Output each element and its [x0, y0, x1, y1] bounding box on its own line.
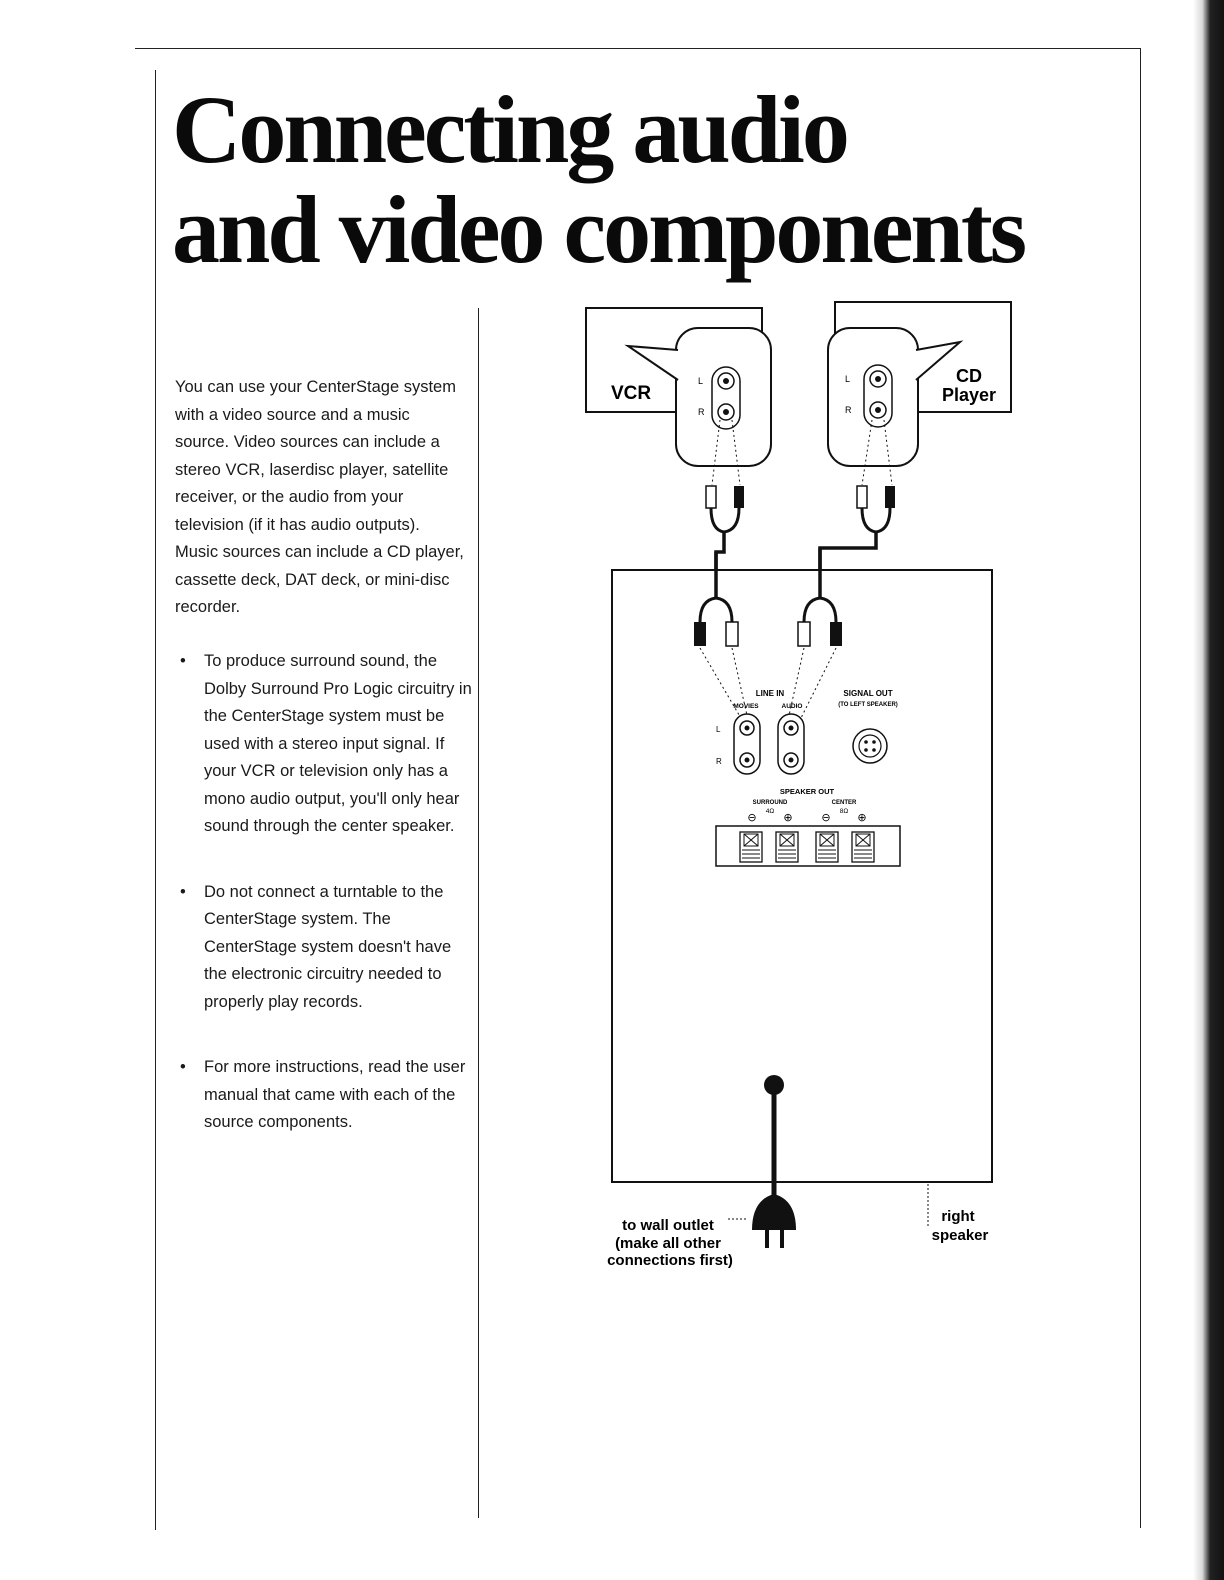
- plug-icon: [752, 1194, 796, 1230]
- vcr-jack-left-label: L: [698, 376, 704, 386]
- speaker-terminal-2: [776, 832, 798, 862]
- page-title-line-1: Connecting audio: [172, 76, 847, 183]
- vcr-jack-right-label: R: [698, 407, 705, 417]
- cd-label-line-2: Player: [941, 385, 997, 405]
- surround-plus: ⊕: [783, 812, 793, 824]
- wall-outlet-line-2: (make all other: [615, 1235, 721, 1252]
- bullet-item-instructions: • For more instructions, read the user manual that came with each of the source components.: [178, 1054, 478, 1137]
- intro-paragraph: You can use your CenterStage system with a video source and a music source. Video sources can include a stereo VCR, laserdisc player, satellite receiver, or the audio from your television (if it has audio outputs). Music sources can include a CD player, cassette deck, DAT deck, or mini-disc recorder.: [175, 378, 464, 616]
- center-ohm-label: 8Ω: [839, 808, 849, 815]
- speaker-terminal-4: [852, 832, 874, 862]
- wall-outlet-line-3: connections first): [607, 1252, 733, 1269]
- page-title-line-2: and video components: [172, 176, 1025, 283]
- cd-player-component: [828, 302, 1011, 466]
- bullet-item-turntable: • Do not connect a turntable to the CenterStage system. The CenterStage system doesn't have the electronic circuitry needed to properly play records.: [178, 879, 478, 1017]
- line-in-label: LINE IN: [755, 689, 785, 698]
- audio-label: AUDIO: [781, 703, 803, 710]
- vcr-component: [586, 308, 771, 466]
- speaker-terminal-3: [816, 832, 838, 862]
- line-in-left-label: L: [716, 725, 721, 734]
- signal-out-label: SIGNAL OUT: [843, 689, 893, 698]
- wall-outlet-line-1: to wall outlet: [622, 1217, 714, 1234]
- center-label: CENTER: [831, 800, 857, 806]
- cd-label-line-1: CD: [956, 366, 982, 386]
- right-speaker-line-2: speaker: [931, 1227, 989, 1244]
- cd-jack-left-label: L: [845, 374, 851, 384]
- signal-out-sub-label: (TO LEFT SPEAKER): [838, 702, 898, 708]
- line-in-right-label: R: [716, 757, 722, 766]
- center-unit-panel: [612, 570, 992, 1182]
- center-minus: ⊖: [821, 812, 831, 824]
- movies-label: MOVIES: [733, 703, 759, 710]
- vcr-label: VCR: [610, 383, 652, 404]
- right-speaker-line-1: right: [941, 1208, 975, 1225]
- surround-ohm-label: 4Ω: [765, 808, 775, 815]
- speaker-out-label: SPEAKER OUT: [779, 787, 835, 796]
- surround-minus: ⊖: [747, 812, 757, 824]
- center-plus: ⊕: [857, 812, 867, 824]
- surround-label: SURROUND: [752, 800, 788, 806]
- cd-jack-right-label: R: [845, 405, 852, 415]
- speaker-terminal-1: [740, 832, 762, 862]
- bullet-item-surround: • To produce surround sound, the Dolby Surround Pro Logic circuitry in the CenterStage system must be used with a stereo input signal. If your VCR or television only has a mono audio output, you'll only hear sound through the center speaker.: [178, 648, 478, 841]
